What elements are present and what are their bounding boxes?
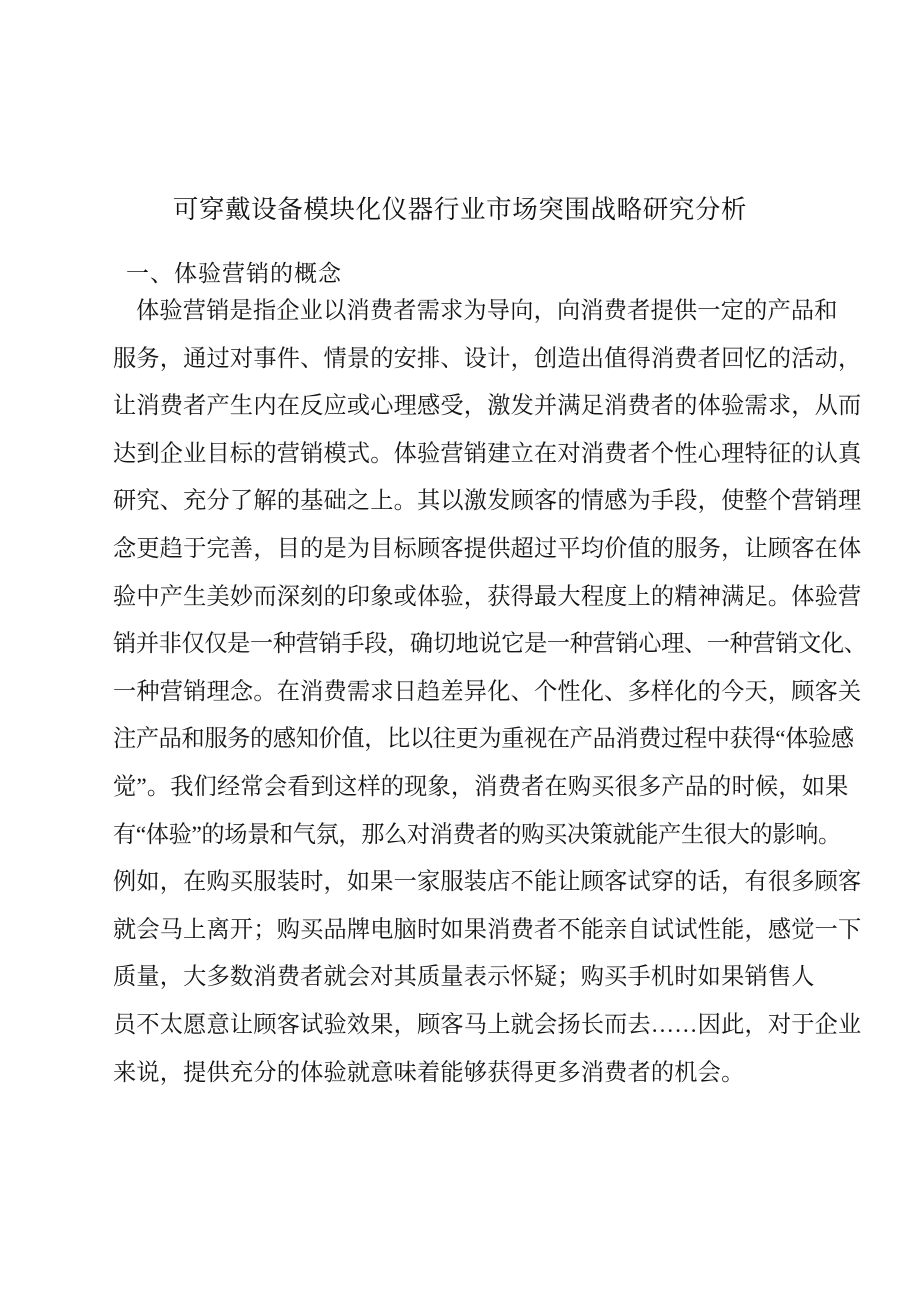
body-line: 研究、充分了解的基础之上。其以激发顾客的情感为手段，使整个营销理	[113, 488, 862, 515]
body-line: 觉”。我们经常会看到这样的现象，消费者在购买很多产品的时候，如果	[113, 773, 849, 800]
body-line: 注产品和服务的感知价值，比以往更为重视在产品消费过程中获得“体验感	[113, 726, 854, 753]
body-line: 就会马上离开；购买品牌电脑时如果消费者不能亲自试试性能，感觉一下	[113, 916, 862, 943]
body-line: 例如，在购买服装时，如果一家服装店不能让顾客试穿的话，有很多顾客	[113, 869, 862, 896]
body-line: 让消费者产生内在反应或心理感受，激发并满足消费者的体验需求，从而	[113, 393, 862, 420]
body-line: 达到企业目标的营销模式。体验营销建立在对消费者个性心理特征的认真	[113, 440, 862, 467]
body-line: 员不太愿意让顾客试验效果，顾客马上就会扬长而去……因此，对于企业	[113, 1011, 862, 1038]
body-line: 服务，通过对事件、情景的安排、设计，创造出值得消费者回忆的活动，	[113, 345, 862, 372]
body-line: 体验营销是指企业以消费者需求为导向，向消费者提供一定的产品和	[136, 298, 838, 324]
body-paragraph	[113, 288, 867, 1097]
page-title: 可穿戴设备模块化仪器行业市场突围战略研究分析	[172, 195, 748, 225]
body-line: 验中产生美妙而深刻的印象或体验，获得最大程度上的精神满足。体验营	[113, 583, 862, 610]
body-line: 来说，提供充分的体验就意味着能够获得更多消费者的机会。	[113, 1059, 745, 1086]
body-line: 销并非仅仅是一种营销手段，确切地说它是一种营销心理、一种营销文化、	[113, 631, 867, 658]
body-line: 一种营销理念。在消费需求日趋差异化、个性化、多样化的今天，顾客关	[113, 678, 862, 705]
body-line: 质量，大多数消费者就会对其质量表示怀疑；购买手机时如果销售人	[113, 964, 815, 991]
body-line: 念更趋于完善，目的是为目标顾客提供超过平均价值的服务，让顾客在体	[113, 535, 862, 562]
section-heading: 一、体验营销的概念	[126, 261, 342, 287]
body-line: 有“体验”的场景和气氛，那么对消费者的购买决策就能产生很大的影响。	[113, 821, 841, 848]
